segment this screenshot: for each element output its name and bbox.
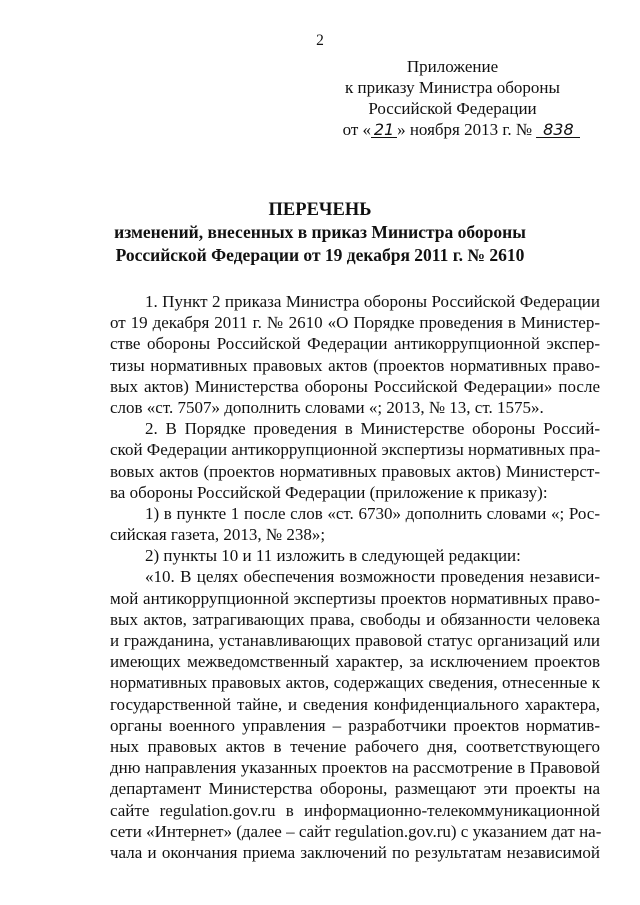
body-line: ва обороны Российской Федерации (приложение к приказу): <box>110 482 548 502</box>
body-line: и гражданина, устанавливающих правовой статус организаций или <box>110 631 600 650</box>
subtitle-line-2: Российской Федерации от 19 декабря 2011 г. № 2610 <box>115 245 525 265</box>
appendix-date-line <box>300 119 605 140</box>
body-line: сети «Интернет» (далее – сайт regulation.gov.ru) с указанием дат на- <box>110 821 602 841</box>
appendix-block <box>300 56 605 140</box>
body-line: вых актов, затрагивающих права, свободы и обязанности человека <box>110 609 600 629</box>
date-middle: » ноября 2013 г. № <box>397 120 533 139</box>
body-line: органы военного управления – разработчики проектов норматив- <box>110 715 600 735</box>
body-line: ской Федерации антикоррупционной экспертизы нормативных пра- <box>110 440 601 460</box>
date-prefix: от « <box>342 120 372 139</box>
subtitle-line-1: изменений, внесенных в приказ Министра обороны <box>114 222 526 242</box>
body-line: 2. В Порядке проведения в Министерстве обороны Россий- <box>145 419 600 439</box>
body-line: «10. В целях обеспечения возможности проведения независи- <box>145 567 600 587</box>
page-number: 2 <box>316 32 324 49</box>
body-line: сайте regulation.gov.ru в информационно-телекоммуникационной <box>110 800 600 820</box>
body-line: дню направления указанных проектов на рассмотрение в Правовой <box>110 758 600 778</box>
body-line: стве обороны Российской Федерации антикоррупционной экспер- <box>110 334 600 354</box>
handwritten-order-number: 838 <box>536 122 580 138</box>
body-line: чала и окончания приема заключений по результатам независимой <box>110 842 600 862</box>
appendix-line-3: Российской Федерации <box>368 99 537 118</box>
body-line: слов «ст. 7507» дополнить словами «; 2013, № 13, ст. 1575». <box>110 397 544 417</box>
body-line: вых актов) Министерства обороны Российской Федерации» после <box>110 376 600 396</box>
body-line: нормативных правовых актов, содержащих сведения, отнесенные к <box>110 673 600 693</box>
handwritten-day: 21 <box>371 122 397 138</box>
body-line: вовых актов (проектов нормативных правовых актов) Министерст- <box>110 461 600 481</box>
body-line: имеющих межведомственный характер, за исключением проектов <box>110 652 600 672</box>
document-body <box>110 291 600 863</box>
document-subtitle <box>0 221 640 267</box>
body-line: 1. Пункт 2 приказа Министра обороны Российской Федерации <box>145 292 600 311</box>
body-line: тизы нормативных правовых актов (проектов нормативных право- <box>110 355 600 375</box>
body-line: сийская газета, 2013, № 238»; <box>110 525 326 545</box>
body-line: от 19 декабря 2011 г. № 2610 «О Порядке проведения в Министер- <box>110 313 600 333</box>
body-line: государственной тайне, и сведения конфиденциального характера, <box>110 694 600 714</box>
body-line: ных правовых актов в течение рабочего дня, соответствующего <box>110 736 600 756</box>
body-line: департамент Министерства обороны, размещают эти проекты на <box>110 779 600 799</box>
appendix-line-1: Приложение <box>406 57 499 76</box>
appendix-line-2: к приказу Министра обороны <box>345 78 560 97</box>
document-title: ПЕРЕЧЕНЬ <box>268 200 372 220</box>
body-line: 1) в пункте 1 после слов «ст. 6730» дополнить словами «; Рос- <box>145 503 600 523</box>
body-line: мой антикоррупционной экспертизы проектов нормативных право- <box>110 588 600 608</box>
body-line: 2) пункты 10 и 11 изложить в следующей редакции: <box>145 546 521 566</box>
